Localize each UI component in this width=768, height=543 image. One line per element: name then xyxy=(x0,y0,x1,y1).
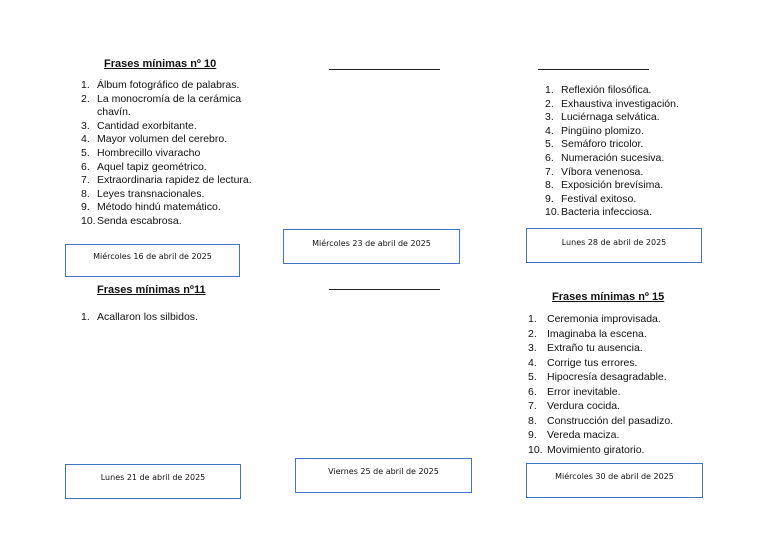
section-10-title: Frases mínimas nº 10 xyxy=(104,58,217,70)
date-label: Miércoles 30 de abril de 2025 xyxy=(555,472,674,481)
list-item-number: 4. xyxy=(81,133,90,146)
list-item-text: Vereda maciza. xyxy=(547,429,620,441)
list-item-number: 10. xyxy=(545,206,560,219)
date-box-section-11 xyxy=(65,464,241,499)
list-item-number: 7. xyxy=(545,165,554,178)
list-item-number: 1. xyxy=(81,311,90,323)
title-blank-line xyxy=(329,69,440,70)
list-item-text: Hombrecillo vivaracho xyxy=(97,146,201,159)
date-label: Miércoles 16 de abril de 2025 xyxy=(93,252,212,261)
date-label: Viernes 25 de abril de 2025 xyxy=(328,467,439,476)
title-blank-line xyxy=(538,69,649,70)
date-box-middle-bottom xyxy=(295,458,472,493)
list-item-text: Luciérnaga selvática. xyxy=(561,111,660,124)
list-item-number: 9. xyxy=(545,192,554,205)
list-item-text: Hipocresía desagradable. xyxy=(547,371,667,383)
list-item-text: Víbora venenosa. xyxy=(561,165,644,178)
section-11-list xyxy=(81,311,256,325)
date-label: Lunes 28 de abril de 2025 xyxy=(561,238,667,247)
list-item xyxy=(81,79,256,93)
list-item xyxy=(81,311,256,325)
date-box-right-top xyxy=(526,228,702,263)
list-item-text: Senda escabrosa. xyxy=(97,214,182,227)
section-15-list xyxy=(528,312,703,457)
list-item xyxy=(545,98,705,112)
list-item xyxy=(81,174,256,188)
list-item xyxy=(545,111,705,125)
list-item-text: Acallaron los silbidos. xyxy=(97,311,198,323)
list-item-number: 9. xyxy=(81,201,90,214)
date-box-section-10 xyxy=(65,244,240,277)
list-item xyxy=(528,385,703,400)
list-item xyxy=(545,152,705,166)
list-item-text: Verdura cocida. xyxy=(547,400,620,412)
list-item xyxy=(528,370,703,385)
list-item-text: Cantidad exorbitante. xyxy=(97,119,197,132)
list-item xyxy=(81,215,256,229)
list-item xyxy=(528,356,703,371)
section-11-title: Frases mínimas nº11 xyxy=(97,284,206,296)
list-item-text: Extraño tu ausencia. xyxy=(547,342,643,354)
date-label: Lunes 21 de abril de 2025 xyxy=(100,473,206,482)
list-item-number: 2. xyxy=(545,97,554,110)
list-item xyxy=(528,428,703,443)
list-item xyxy=(545,179,705,193)
list-item-text: Mayor volumen del cerebro. xyxy=(97,133,228,146)
list-item-text: Álbum fotográfico de palabras. xyxy=(97,79,240,91)
list-item xyxy=(528,341,703,356)
date-box-section-15 xyxy=(526,463,703,498)
list-item-text: Ceremonia improvisada. xyxy=(547,313,661,325)
list-item-number: 5. xyxy=(528,371,537,383)
list-item-number: 5. xyxy=(545,138,554,151)
date-label: Miércoles 23 de abril de 2025 xyxy=(312,239,431,248)
list-item-text: Festival exitoso. xyxy=(561,192,637,205)
list-item-text: Semáforo tricolor. xyxy=(561,138,644,151)
list-item xyxy=(545,125,705,139)
list-item-text: Error inevitable. xyxy=(547,385,621,398)
list-item xyxy=(545,84,705,98)
list-item-text: La monocromía de la cerámica chavín. xyxy=(97,92,242,119)
list-item-number: 3. xyxy=(528,342,537,354)
list-item-number: 10. xyxy=(81,214,96,227)
list-item xyxy=(545,206,705,220)
section-15-title: Frases mínimas nº 15 xyxy=(552,291,665,303)
list-item-number: 7. xyxy=(528,400,537,412)
section-right-top-list xyxy=(545,84,705,220)
list-item-number: 6. xyxy=(528,385,537,398)
list-item-number: 8. xyxy=(545,179,554,192)
list-item-number: 1. xyxy=(81,79,90,91)
list-item xyxy=(81,161,256,175)
list-item-number: 6. xyxy=(81,160,90,173)
list-item-text: Extraordinaria rapidez de lectura. xyxy=(97,174,252,187)
list-item-number: 8. xyxy=(528,414,537,427)
list-item-text: Numeración sucesiva. xyxy=(561,151,665,164)
list-item-text: Imaginaba la escena. xyxy=(547,327,647,340)
list-item xyxy=(528,443,703,458)
list-item-text: Pingüino plomizo. xyxy=(561,124,644,137)
list-item xyxy=(545,138,705,152)
list-item-text: Exposición brevísima. xyxy=(561,179,664,192)
list-item-number: 2. xyxy=(81,92,90,105)
list-item-text: Método hindú matemático. xyxy=(97,201,221,214)
list-item-text: Aquel tapiz geométrico. xyxy=(97,160,207,173)
list-item-number: 8. xyxy=(81,187,90,200)
list-item-text: Construcción del pasadizo. xyxy=(547,414,674,427)
list-item xyxy=(81,201,256,215)
list-item-text: Movimiento giratorio. xyxy=(547,443,645,456)
list-item xyxy=(545,193,705,207)
list-item-number: 3. xyxy=(545,111,554,124)
date-box-middle-top xyxy=(283,229,460,264)
list-item-text: Corrige tus errores. xyxy=(547,356,638,369)
list-item xyxy=(528,414,703,429)
list-item-number: 5. xyxy=(81,146,90,159)
list-item-number: 2. xyxy=(528,327,537,340)
list-item-text: Reflexión filosófica. xyxy=(561,84,652,96)
list-item-text: Leyes transnacionales. xyxy=(97,187,205,200)
list-item-number: 4. xyxy=(545,124,554,137)
list-item-number: 6. xyxy=(545,151,554,164)
list-item xyxy=(528,312,703,327)
list-item xyxy=(81,120,256,134)
list-item-text: Bacteria infecciosa. xyxy=(561,206,653,219)
list-item-number: 1. xyxy=(528,313,537,325)
list-item-number: 4. xyxy=(528,356,537,369)
section-10-list xyxy=(81,79,256,229)
list-item-number: 9. xyxy=(528,429,537,441)
title-blank-line xyxy=(329,289,440,290)
list-item xyxy=(81,133,256,147)
list-item xyxy=(528,399,703,414)
list-item xyxy=(81,147,256,161)
list-item-text: Exhaustiva investigación. xyxy=(561,97,679,110)
list-item xyxy=(545,166,705,180)
list-item-number: 10. xyxy=(528,443,543,456)
list-item-number: 1. xyxy=(545,84,554,96)
list-item-number: 3. xyxy=(81,119,90,132)
list-item-number: 7. xyxy=(81,174,90,187)
list-item xyxy=(81,93,256,120)
list-item xyxy=(528,327,703,342)
list-item xyxy=(81,188,256,202)
